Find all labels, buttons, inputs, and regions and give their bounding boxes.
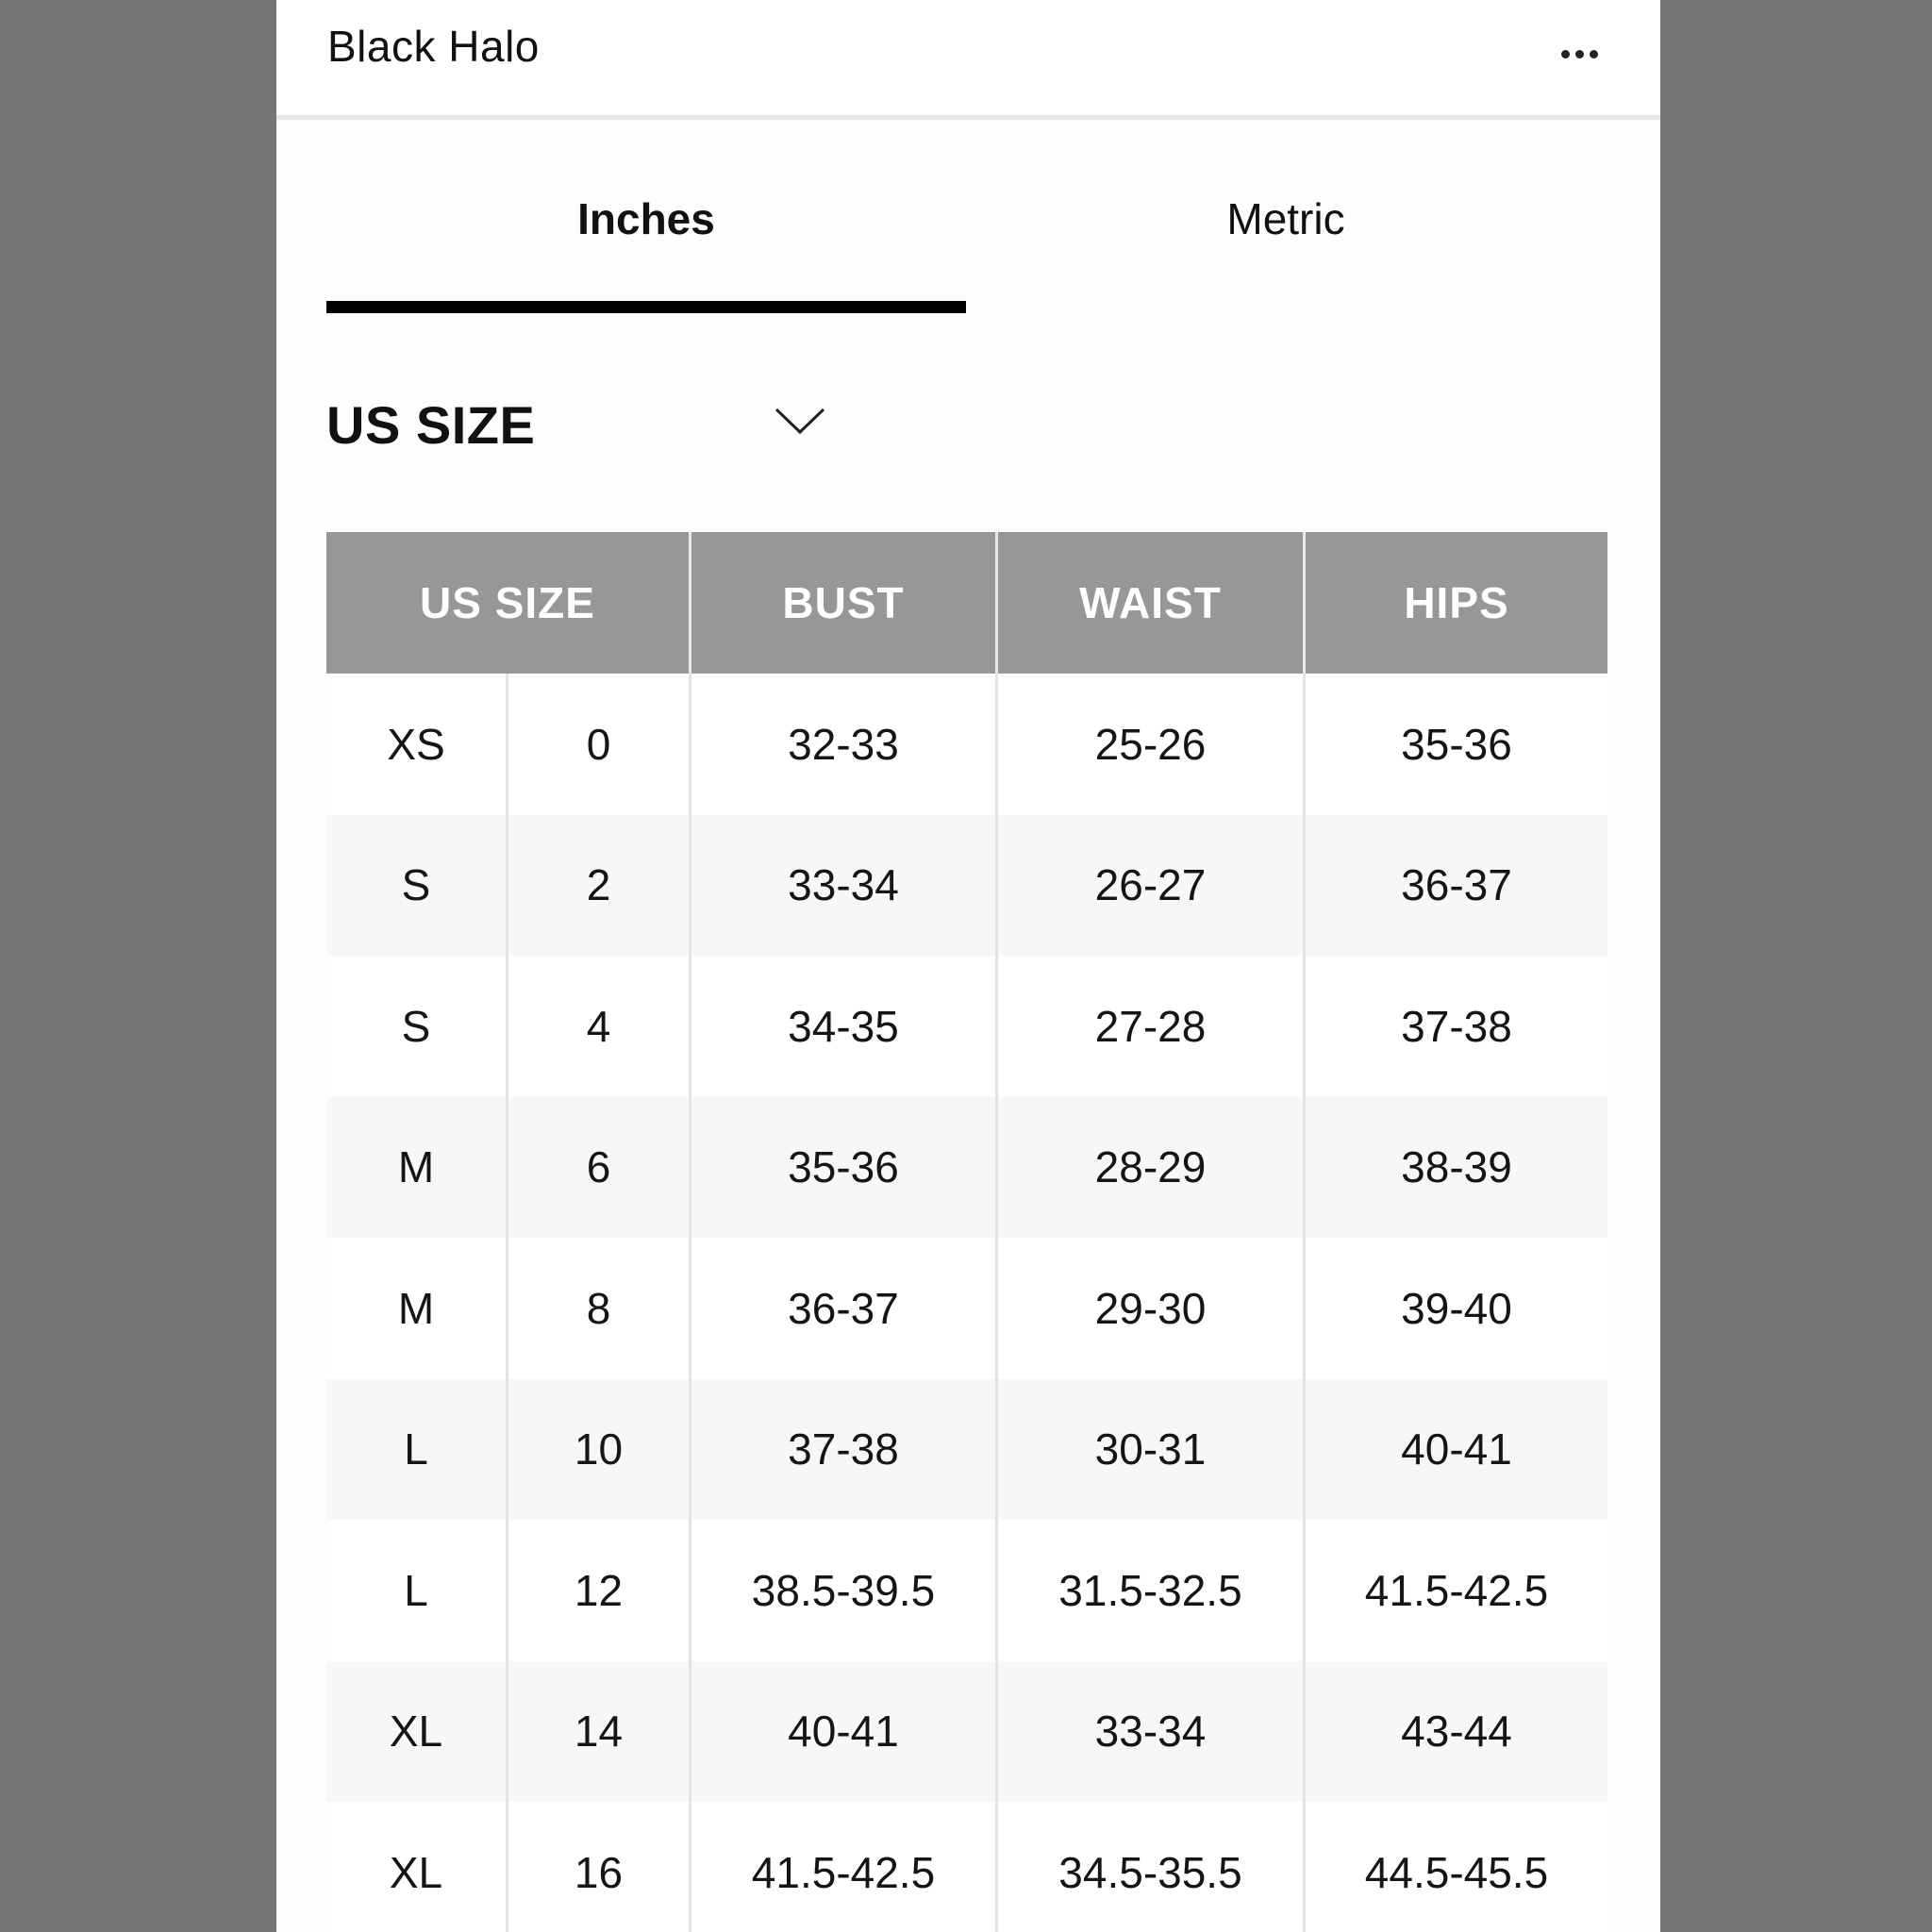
size-letter-cell: XS <box>326 674 508 815</box>
active-tab-indicator <box>326 301 966 313</box>
size-letter-cell: L <box>326 1520 508 1661</box>
size-letter-cell: S <box>326 815 508 957</box>
size-number-cell: 8 <box>508 1238 691 1379</box>
size-number-cell: 10 <box>508 1379 691 1521</box>
more-dot <box>1575 50 1584 58</box>
tab-inches[interactable]: Inches <box>577 194 715 243</box>
table-row <box>326 1238 1607 1379</box>
bust-cell: 33-34 <box>691 815 998 957</box>
hips-cell: 40-41 <box>1401 1424 1512 1474</box>
waist-cell: 34.5-35.5 <box>998 1802 1306 1932</box>
size-number-cell: 12 <box>508 1520 691 1661</box>
size-letter-cell: XL <box>326 1661 508 1803</box>
size-number-cell: 2 <box>508 815 691 957</box>
hips-cell: 35-36 <box>1401 719 1512 769</box>
size-number-cell: 14 <box>508 1661 691 1803</box>
bust-cell: 38.5-39.5 <box>691 1520 998 1661</box>
size-chart-table <box>326 532 1607 1932</box>
waist-cell: 25-26 <box>998 674 1306 815</box>
bust-cell: 37-38 <box>691 1379 998 1521</box>
hips-cell: 39-40 <box>1401 1283 1512 1333</box>
table-row <box>326 1520 1607 1661</box>
waist-cell: 33-34 <box>998 1661 1306 1803</box>
size-system-label: US SIZE <box>326 394 536 455</box>
app-header <box>276 0 1660 120</box>
hips-cell: 36-37 <box>1401 860 1512 910</box>
more-options-icon[interactable] <box>1561 47 1608 60</box>
more-dot <box>1561 50 1570 58</box>
size-letter-cell: S <box>326 956 508 1097</box>
bust-cell: 34-35 <box>691 956 998 1097</box>
waist-cell: 31.5-32.5 <box>998 1520 1306 1661</box>
column-header-us-size: US SIZE <box>326 532 691 674</box>
table-row <box>326 1802 1607 1932</box>
column-header-hips: HIPS <box>1404 578 1509 627</box>
table-row <box>326 674 1607 815</box>
hips-cell: 44.5-45.5 <box>1364 1847 1549 1897</box>
waist-cell: 27-28 <box>998 956 1306 1097</box>
size-letter-cell: M <box>326 1238 508 1379</box>
bust-cell: 32-33 <box>691 674 998 815</box>
tab-metric[interactable]: Metric <box>1226 194 1345 243</box>
hips-cell: 38-39 <box>1401 1142 1512 1192</box>
size-number-cell: 6 <box>508 1097 691 1239</box>
size-number-cell: 16 <box>508 1802 691 1932</box>
column-header-waist: WAIST <box>998 532 1306 674</box>
table-row <box>326 815 1607 957</box>
bust-cell: 41.5-42.5 <box>691 1802 998 1932</box>
size-letter-cell: M <box>326 1097 508 1239</box>
size-system-dropdown[interactable] <box>326 387 535 462</box>
waist-cell: 30-31 <box>998 1379 1306 1521</box>
waist-cell: 28-29 <box>998 1097 1306 1239</box>
hips-cell: 41.5-42.5 <box>1364 1565 1549 1615</box>
bust-cell: 36-37 <box>691 1238 998 1379</box>
hips-cell: 37-38 <box>1401 1001 1512 1051</box>
table-row <box>326 1661 1607 1803</box>
bust-cell: 40-41 <box>691 1661 998 1803</box>
bust-cell: 35-36 <box>691 1097 998 1239</box>
size-number-cell: 4 <box>508 956 691 1097</box>
column-header-bust: BUST <box>691 532 998 674</box>
hips-cell: 43-44 <box>1401 1707 1512 1757</box>
waist-cell: 29-30 <box>998 1238 1306 1379</box>
size-number-cell: 0 <box>508 674 691 815</box>
chevron-down-icon[interactable] <box>774 404 826 438</box>
size-chart-panel <box>276 0 1660 1932</box>
table-row <box>326 956 1607 1097</box>
table-header-row <box>326 532 1607 674</box>
size-letter-cell: L <box>326 1379 508 1521</box>
waist-cell: 26-27 <box>998 815 1306 957</box>
size-letter-cell: XL <box>326 1802 508 1932</box>
table-row <box>326 1379 1607 1521</box>
more-dot <box>1590 50 1598 58</box>
table-row <box>326 1097 1607 1239</box>
brand-title: Black Halo <box>327 22 540 71</box>
